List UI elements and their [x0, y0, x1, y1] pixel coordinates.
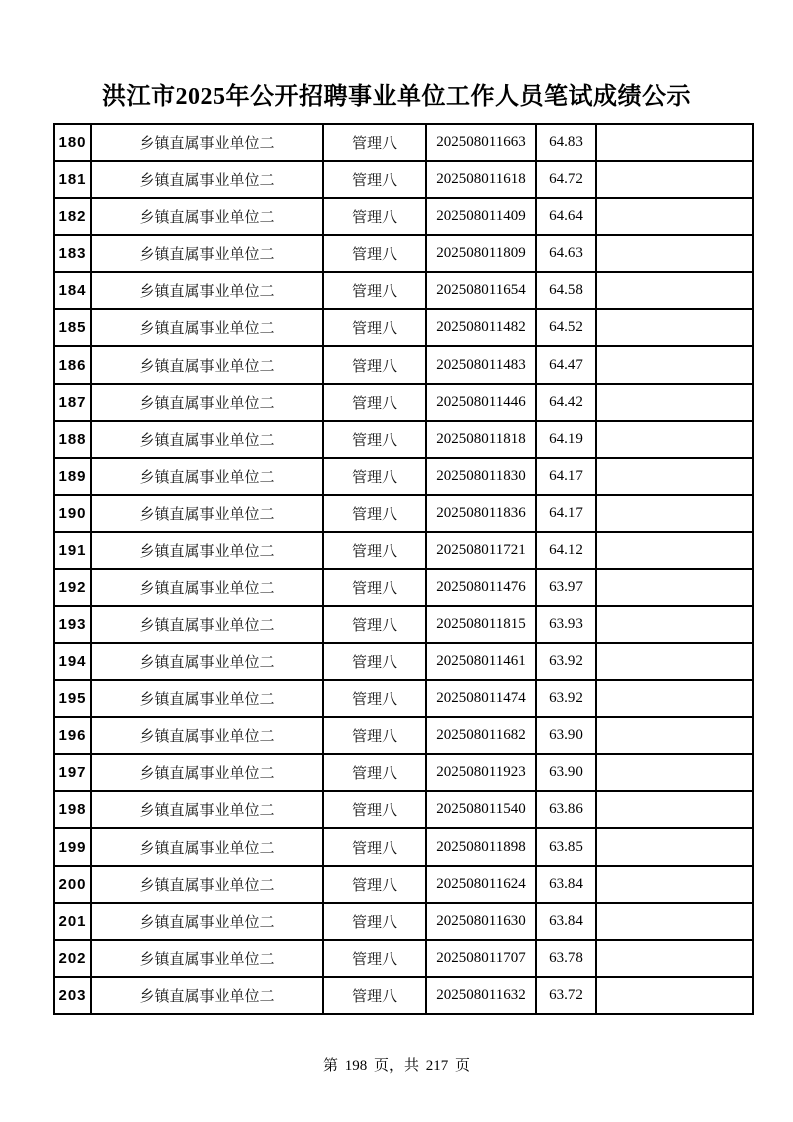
remark-cell [596, 828, 753, 865]
row-number-cell: 184 [54, 272, 91, 309]
score-cell: 63.84 [536, 866, 596, 903]
position-cell: 管理八 [323, 124, 426, 161]
exam-number-cell: 202508011446 [426, 384, 536, 421]
exam-number-cell: 202508011483 [426, 346, 536, 383]
score-cell: 63.85 [536, 828, 596, 865]
remark-cell [596, 680, 753, 717]
table-row [54, 532, 753, 569]
position-cell: 管理八 [323, 161, 426, 198]
table-row [54, 903, 753, 940]
exam-number-cell: 202508011409 [426, 198, 536, 235]
exam-number-cell: 202508011809 [426, 235, 536, 272]
exam-number-cell: 202508011654 [426, 272, 536, 309]
remark-cell [596, 569, 753, 606]
table-row [54, 791, 753, 828]
unit-cell: 乡镇直属事业单位二 [91, 532, 323, 569]
unit-cell: 乡镇直属事业单位二 [91, 421, 323, 458]
unit-cell: 乡镇直属事业单位二 [91, 680, 323, 717]
exam-number-cell: 202508011630 [426, 903, 536, 940]
row-number-cell: 192 [54, 569, 91, 606]
position-cell: 管理八 [323, 421, 426, 458]
unit-cell: 乡镇直属事业单位二 [91, 791, 323, 828]
position-cell: 管理八 [323, 532, 426, 569]
row-number-cell: 195 [54, 680, 91, 717]
remark-cell [596, 161, 753, 198]
exam-number-cell: 202508011818 [426, 421, 536, 458]
table-row [54, 309, 753, 346]
row-number-cell: 180 [54, 124, 91, 161]
unit-cell: 乡镇直属事业单位二 [91, 828, 323, 865]
score-cell: 63.90 [536, 754, 596, 791]
table-row [54, 680, 753, 717]
table-row [54, 940, 753, 977]
unit-cell: 乡镇直属事业单位二 [91, 458, 323, 495]
table-row [54, 124, 753, 161]
table-row [54, 458, 753, 495]
position-cell: 管理八 [323, 643, 426, 680]
row-number-cell: 194 [54, 643, 91, 680]
table-row [54, 235, 753, 272]
table-row [54, 569, 753, 606]
unit-cell: 乡镇直属事业单位二 [91, 235, 323, 272]
position-cell: 管理八 [323, 680, 426, 717]
exam-number-cell: 202508011474 [426, 680, 536, 717]
remark-cell [596, 495, 753, 532]
score-cell: 64.47 [536, 346, 596, 383]
remark-cell [596, 346, 753, 383]
exam-number-cell: 202508011830 [426, 458, 536, 495]
exam-number-cell: 202508011898 [426, 828, 536, 865]
table-row [54, 421, 753, 458]
exam-number-cell: 202508011836 [426, 495, 536, 532]
remark-cell [596, 717, 753, 754]
score-cell: 64.64 [536, 198, 596, 235]
exam-number-cell: 202508011632 [426, 977, 536, 1014]
remark-cell [596, 235, 753, 272]
exam-number-cell: 202508011682 [426, 717, 536, 754]
score-cell: 64.58 [536, 272, 596, 309]
score-cell: 63.92 [536, 643, 596, 680]
row-number-cell: 199 [54, 828, 91, 865]
unit-cell: 乡镇直属事业单位二 [91, 903, 323, 940]
exam-number-cell: 202508011476 [426, 569, 536, 606]
row-number-cell: 200 [54, 866, 91, 903]
exam-number-cell: 202508011707 [426, 940, 536, 977]
row-number-cell: 185 [54, 309, 91, 346]
remark-cell [596, 309, 753, 346]
page-indicator: 第 198 页，共 217 页 [322, 1058, 470, 1074]
table-row [54, 272, 753, 309]
score-cell: 64.72 [536, 161, 596, 198]
score-cell: 64.12 [536, 532, 596, 569]
position-cell: 管理八 [323, 791, 426, 828]
position-cell: 管理八 [323, 754, 426, 791]
row-number-cell: 197 [54, 754, 91, 791]
position-cell: 管理八 [323, 903, 426, 940]
score-table-body [54, 124, 753, 1014]
table-row [54, 346, 753, 383]
position-cell: 管理八 [323, 606, 426, 643]
unit-cell: 乡镇直属事业单位二 [91, 569, 323, 606]
unit-cell: 乡镇直属事业单位二 [91, 977, 323, 1014]
score-table [53, 123, 754, 1015]
position-cell: 管理八 [323, 198, 426, 235]
table-row [54, 754, 753, 791]
remark-cell [596, 458, 753, 495]
table-row [54, 606, 753, 643]
score-cell: 64.63 [536, 235, 596, 272]
table-row [54, 977, 753, 1014]
remark-cell [596, 791, 753, 828]
unit-cell: 乡镇直属事业单位二 [91, 198, 323, 235]
exam-number-cell: 202508011923 [426, 754, 536, 791]
row-number-cell: 181 [54, 161, 91, 198]
score-cell: 64.42 [536, 384, 596, 421]
unit-cell: 乡镇直属事业单位二 [91, 161, 323, 198]
score-cell: 64.17 [536, 495, 596, 532]
table-row [54, 161, 753, 198]
position-cell: 管理八 [323, 235, 426, 272]
exam-number-cell: 202508011815 [426, 606, 536, 643]
remark-cell [596, 643, 753, 680]
position-cell: 管理八 [323, 495, 426, 532]
exam-number-cell: 202508011461 [426, 643, 536, 680]
unit-cell: 乡镇直属事业单位二 [91, 384, 323, 421]
row-number-cell: 186 [54, 346, 91, 383]
unit-cell: 乡镇直属事业单位二 [91, 495, 323, 532]
score-cell: 64.19 [536, 421, 596, 458]
row-number-cell: 189 [54, 458, 91, 495]
unit-cell: 乡镇直属事业单位二 [91, 124, 323, 161]
remark-cell [596, 198, 753, 235]
exam-number-cell: 202508011663 [426, 124, 536, 161]
score-cell: 63.86 [536, 791, 596, 828]
remark-cell [596, 272, 753, 309]
exam-number-cell: 202508011482 [426, 309, 536, 346]
position-cell: 管理八 [323, 828, 426, 865]
row-number-cell: 182 [54, 198, 91, 235]
position-cell: 管理八 [323, 272, 426, 309]
exam-number-cell: 202508011618 [426, 161, 536, 198]
remark-cell [596, 124, 753, 161]
row-number-cell: 196 [54, 717, 91, 754]
table-row [54, 643, 753, 680]
remark-cell [596, 903, 753, 940]
score-cell: 64.17 [536, 458, 596, 495]
position-cell: 管理八 [323, 346, 426, 383]
position-cell: 管理八 [323, 309, 426, 346]
score-cell: 64.83 [536, 124, 596, 161]
unit-cell: 乡镇直属事业单位二 [91, 866, 323, 903]
remark-cell [596, 606, 753, 643]
row-number-cell: 201 [54, 903, 91, 940]
unit-cell: 乡镇直属事业单位二 [91, 754, 323, 791]
row-number-cell: 188 [54, 421, 91, 458]
unit-cell: 乡镇直属事业单位二 [91, 940, 323, 977]
row-number-cell: 183 [54, 235, 91, 272]
score-cell: 63.97 [536, 569, 596, 606]
score-cell: 63.93 [536, 606, 596, 643]
unit-cell: 乡镇直属事业单位二 [91, 606, 323, 643]
row-number-cell: 203 [54, 977, 91, 1014]
table-row [54, 384, 753, 421]
remark-cell [596, 532, 753, 569]
row-number-cell: 187 [54, 384, 91, 421]
row-number-cell: 193 [54, 606, 91, 643]
exam-number-cell: 202508011624 [426, 866, 536, 903]
position-cell: 管理八 [323, 977, 426, 1014]
table-row [54, 828, 753, 865]
position-cell: 管理八 [323, 940, 426, 977]
position-cell: 管理八 [323, 866, 426, 903]
score-cell: 63.92 [536, 680, 596, 717]
table-row [54, 198, 753, 235]
table-row [54, 866, 753, 903]
table-row [54, 717, 753, 754]
score-cell: 63.90 [536, 717, 596, 754]
unit-cell: 乡镇直属事业单位二 [91, 717, 323, 754]
score-cell: 63.84 [536, 903, 596, 940]
table-row [54, 495, 753, 532]
remark-cell [596, 421, 753, 458]
remark-cell [596, 384, 753, 421]
unit-cell: 乡镇直属事业单位二 [91, 643, 323, 680]
position-cell: 管理八 [323, 458, 426, 495]
page-title: 洪江市2025年公开招聘事业单位工作人员笔试成绩公示 [102, 84, 691, 110]
unit-cell: 乡镇直属事业单位二 [91, 309, 323, 346]
row-number-cell: 191 [54, 532, 91, 569]
score-cell: 63.78 [536, 940, 596, 977]
position-cell: 管理八 [323, 384, 426, 421]
row-number-cell: 198 [54, 791, 91, 828]
row-number-cell: 202 [54, 940, 91, 977]
unit-cell: 乡镇直属事业单位二 [91, 346, 323, 383]
score-cell: 64.52 [536, 309, 596, 346]
remark-cell [596, 940, 753, 977]
exam-number-cell: 202508011540 [426, 791, 536, 828]
remark-cell [596, 754, 753, 791]
position-cell: 管理八 [323, 717, 426, 754]
remark-cell [596, 866, 753, 903]
row-number-cell: 190 [54, 495, 91, 532]
remark-cell [596, 977, 753, 1014]
unit-cell: 乡镇直属事业单位二 [91, 272, 323, 309]
score-cell: 63.72 [536, 977, 596, 1014]
exam-number-cell: 202508011721 [426, 532, 536, 569]
position-cell: 管理八 [323, 569, 426, 606]
